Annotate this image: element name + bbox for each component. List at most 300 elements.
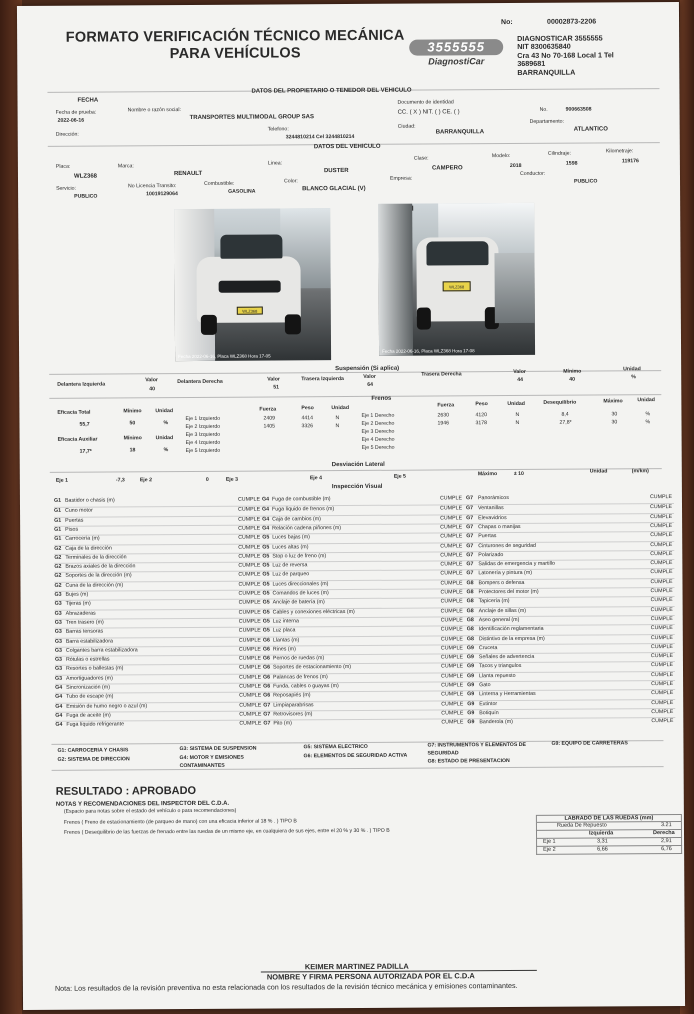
item-result: CUMPLE (238, 581, 261, 588)
item-label: Amortiguadores (m) (66, 675, 113, 682)
item-result: CUMPLE (650, 588, 673, 595)
item-result: CUMPLE (650, 643, 673, 650)
placa-label: Placa: (55, 163, 71, 170)
divider (52, 766, 664, 771)
page-title-line1: FORMATO VERIFICACIÓN TÉCNICO MECÁNICA (65, 27, 405, 46)
group-code: G3 (54, 638, 62, 645)
desviacion-title: Desviación Lateral (331, 461, 385, 469)
peso-label: Peso (475, 401, 488, 408)
signature-caption: NOMBRE Y FIRMA PERSONA AUTORIZADA POR EL C.D.A (266, 971, 475, 982)
item-label: Palancas de frenos (m) (273, 673, 328, 681)
item-label: Carrocería (m) (65, 535, 100, 542)
item-result: CUMPLE (237, 496, 261, 503)
efic-unit-label: Unidad (155, 435, 174, 442)
item-result: CUMPLE (440, 654, 464, 661)
left-axes-list (185, 415, 340, 455)
item-result: CUMPLE (238, 544, 261, 551)
group-code: G1 (54, 508, 62, 515)
group-code: G1 (54, 535, 62, 543)
item-result: CUMPLE (238, 571, 261, 579)
group-code: G7 (466, 542, 474, 549)
item-result: CUMPLE (239, 711, 262, 718)
item-label: Bujes (m) (65, 591, 89, 598)
fuerza-label: Fuerza (437, 402, 455, 409)
group-code: G8 (466, 617, 474, 624)
placa: WLZ368 (73, 173, 98, 180)
item-result: CUMPLE (440, 552, 463, 559)
group-code: G4 (262, 516, 270, 523)
notes-subtitle: (Espacio para notas sobre el estado del vehículo o para recomendaciones) (63, 807, 237, 815)
item-label: Gato (479, 682, 491, 689)
item-label: Retrovisores (m) (273, 711, 313, 718)
susp-del-der: 51 (273, 384, 280, 391)
desv-eje1-label: Eje 1 (55, 477, 68, 484)
color-label: Color: (283, 178, 298, 185)
conductor-label: Conductor: (519, 170, 546, 177)
kilometraje: 119176 (621, 158, 639, 165)
group-code: G8 (466, 607, 474, 614)
company-city: BARRANQUILLA (517, 67, 576, 77)
item-label: Puertas (478, 533, 497, 540)
item-label: Chapas o manijas (478, 523, 521, 531)
group-code: G8 (466, 589, 474, 596)
wheel-spare-row: Rueda De Repuesto 3.21 (536, 822, 682, 831)
cilindraje-label: Cilindraje: (547, 150, 571, 157)
group-code: G4 (55, 703, 63, 710)
notes-title: NOTAS Y RECOMENDACIONES DEL INSPECTOR DEL C.D.A. (55, 800, 230, 808)
item-result: CUMPLE (650, 513, 673, 520)
item-result: CUMPLE (650, 522, 673, 530)
group-code: G3 (54, 610, 62, 617)
item-label: Distintivo de la empresa (m) (478, 635, 545, 642)
desv-max: ± 10 (513, 470, 524, 478)
susp-min-label: Mínimo (563, 368, 582, 375)
group-code: G9 (467, 710, 475, 717)
item-label: Elevavidrios (478, 514, 507, 521)
item-result: CUMPLE (238, 627, 261, 634)
axle-right-5: Eje 5 Derecho (361, 444, 395, 451)
note-1: Frenos ( Freno de estacionamiento (de parqueo de mano) con una eficacia inferior al 18 % . ) TIPO B (63, 818, 297, 826)
unidad-label: Unidad (637, 397, 655, 404)
item-label: Cables y conexiones eléctricas (m) (272, 608, 355, 616)
item-label: Reposapiés (m) (273, 692, 311, 699)
legend-g3: G3: SISTEMA DE SUSPENSION (179, 745, 257, 753)
licencia: 10019129064 (146, 191, 178, 198)
item-result: CUMPLE (650, 550, 673, 557)
susp-tra-der-label: Trasera Derecha (421, 371, 462, 378)
item-result: CUMPLE (440, 542, 463, 549)
group-code: G8 (466, 579, 474, 586)
item-result: CUMPLE (440, 635, 463, 642)
company-logo (409, 39, 503, 70)
item-label: Anclaje de batería (m) (272, 599, 325, 606)
efic-min-label: Mínimo (123, 408, 142, 415)
group-code: G9 (466, 645, 474, 652)
document-number-label: No: (501, 19, 513, 27)
item-label: Extintor (479, 700, 498, 707)
combustible: GASOLINA (228, 188, 256, 195)
axle-left-3: Eje 3 Izquierdo (185, 431, 221, 439)
item-result: CUMPLE (650, 560, 673, 567)
conductor: PUBLICO (574, 178, 598, 185)
servicio-label: Servicio: (56, 185, 76, 192)
item-label: Cinturones de seguridad (478, 542, 536, 549)
group-code: G7 (466, 524, 474, 531)
item-label: Tren trasero (m) (65, 619, 104, 626)
item-result: CUMPLE (238, 655, 262, 662)
group-code: G7 (263, 711, 271, 718)
group-code: G4 (262, 525, 270, 532)
fecha-prueba: 2022-06-16 (57, 117, 85, 124)
doc-no: 900663508 (565, 106, 592, 113)
legend-g9: G9: EQUIPO DE CARRETERAS (551, 740, 628, 747)
company-nit: NIT 8300635840 (517, 42, 571, 52)
group-code: G7 (465, 495, 474, 502)
departamento-label: Departamento: (529, 118, 565, 125)
efic-total-unit: % (163, 420, 169, 427)
desv-eje2: 0 (205, 476, 209, 483)
telefono: 3244810214 Cel 3244810214 (285, 133, 355, 141)
item-label: Cruceta (478, 644, 498, 652)
group-code: G2 (54, 582, 62, 589)
efic-aux-unit: % (163, 447, 169, 454)
right-axes-list (361, 411, 651, 452)
fecha-label: FECHA (77, 97, 99, 104)
item-label: Caja de cambios (m) (272, 515, 321, 523)
item-label: Pernos de ruedas (m) (272, 655, 325, 662)
item-result: CUMPLE (651, 671, 674, 678)
group-code: G6 (263, 674, 271, 681)
efic-aux-min: 18 (129, 447, 136, 454)
group-code: G6 (262, 655, 271, 662)
wheel-table-title: LABRADO DE LAS RUEDAS (mm) (536, 814, 682, 823)
item-result: CUMPLE (650, 653, 674, 660)
desv-eje5-label: Eje 5 (393, 473, 406, 480)
modelo-label: Modelo: (491, 153, 511, 160)
item-label: Soportes de estacionamiento (m) (272, 664, 352, 671)
item-label: Tijeras (m) (65, 600, 91, 608)
linea-label: Linea: (267, 160, 283, 167)
item-result: CUMPLE (441, 691, 464, 698)
item-label: Latonería y pintura (m) (478, 570, 533, 577)
legend-g8: G8: ESTADO DE PRESENTACION (427, 758, 510, 765)
item-label: Emisión de humo negro o azul (m) (66, 702, 148, 710)
item-result: CUMPLE (238, 609, 261, 616)
group-code: G5 (262, 609, 270, 616)
item-label: Barras tensoras (65, 628, 104, 635)
axle-right-3: Eje 3 Derecho (361, 428, 395, 435)
group-code: G9 (467, 691, 475, 698)
item-label: Protectores del motor (m) (478, 588, 539, 596)
item-result: CUMPLE (439, 495, 463, 502)
item-label: Panorámicos (477, 495, 509, 502)
group-code: G9 (467, 672, 475, 679)
group-code: G2 (54, 545, 62, 552)
empresa-label: Empresa: (389, 175, 413, 182)
axle-left-1: Eje 1 Izquierdo 2409 4414 N (185, 415, 340, 423)
telefono-label: Telefono: (267, 126, 289, 133)
page-title-line2: PARA VEHÍCULOS (169, 45, 301, 63)
page-title (59, 28, 411, 64)
item-result: CUMPLE (441, 682, 464, 689)
group-code: G3 (54, 601, 62, 608)
modelo: 2018 (509, 162, 522, 170)
item-label: Luz de parqueo (272, 571, 310, 578)
wheel-row-eje1: Eje 1 3,31 2,91 (536, 838, 682, 847)
wheel (201, 315, 217, 335)
cilindraje: 1598 (565, 160, 578, 167)
legend-g1: G1: CARROCERIA Y CHASIS (57, 747, 129, 754)
desv-unit-label: Unidad (589, 468, 608, 475)
desv-eje4-label: Eje 4 (309, 475, 322, 482)
item-result: CUMPLE (440, 505, 463, 512)
document-number: 00002873-2206 (547, 18, 597, 26)
wheel (285, 314, 301, 334)
group-code: G7 (466, 561, 474, 568)
item-result: CUMPLE (238, 618, 261, 625)
marca-label: Marca: (117, 163, 134, 170)
group-code: G4 (55, 712, 63, 719)
group-code: G3 (54, 666, 63, 673)
efic-total-min: 50 (129, 420, 136, 427)
photo-caption: Fecha 2022-06-16, Placa WLZ368 Hora 17-05 (178, 353, 271, 360)
group-code: G6 (263, 692, 271, 699)
legend-g4: G4: MOTOR Y EMISIONES CONTAMINANTES (179, 754, 244, 769)
item-label: Identificación reglamentaria (478, 626, 544, 633)
item-result: CUMPLE (239, 692, 262, 699)
item-result: CUMPLE (651, 708, 674, 716)
license-plate: WLZ368 (237, 307, 263, 315)
maximo-label: Máximo (603, 398, 623, 405)
owner-name: TRANSPORTES MULTIMODAL GROUP SAS (189, 114, 314, 121)
item-label: Salidas de emergencia y martillo (478, 560, 555, 568)
group-code: G3 (54, 619, 62, 626)
group-code: G1 (53, 497, 62, 504)
item-label: Fuga líquido refrigerante (66, 721, 125, 728)
combustible-label: Combustible: (204, 180, 235, 187)
efic-unit-label: Unidad (155, 408, 174, 415)
item-result: CUMPLE (239, 720, 262, 727)
ciudad-label: Ciudad: (397, 123, 416, 130)
axle-right-1: Eje 1 Derecho 2630 4120 N 8,4 30 % (361, 411, 651, 419)
group-code: G3 (54, 647, 62, 654)
efic-min-label: Mínimo (123, 435, 142, 442)
item-result: CUMPLE (441, 673, 464, 680)
item-result: CUMPLE (440, 570, 463, 577)
group-code: G9 (467, 682, 475, 689)
divider (49, 394, 661, 399)
item-result: CUMPLE (440, 580, 463, 587)
vehicle-photo-front (174, 208, 331, 361)
susp-valor-label: Valor (363, 373, 376, 380)
item-result: CUMPLE (650, 606, 673, 613)
frenos-title: Frenos (371, 395, 392, 402)
item-label: Soportes de la dirección (m) (65, 572, 132, 580)
susp-valor-label: Valor (267, 376, 280, 383)
clase-label: Clase: (413, 155, 429, 162)
fuerza-label: Fuerza (259, 406, 277, 413)
item-label: Barra estabilizadora (65, 637, 113, 645)
group-code: G2 (54, 563, 62, 570)
company-info (517, 34, 614, 77)
group-code: G5 (262, 581, 270, 588)
group-code: G2 (54, 573, 62, 580)
item-label: Luces bajas (m) (272, 534, 310, 541)
owner-section-title: DATOS DEL PROPIETARIO O TENEDOR DEL VEHICULO (251, 87, 412, 95)
item-result: CUMPLE (650, 634, 673, 641)
item-label: Tubo de escape (m) (66, 693, 114, 701)
group-code: G4 (261, 496, 270, 503)
item-result: CUMPLE (651, 699, 674, 706)
license-plate: WLZ368 (443, 281, 471, 291)
doc-label: Documento de identidad (397, 99, 454, 106)
group-code: G8 (466, 626, 474, 633)
roadside (494, 253, 534, 323)
nombre-label: Nombre o razón social: (127, 107, 181, 114)
item-result: CUMPLE (239, 674, 262, 681)
doc-no-label: No. (539, 106, 548, 113)
fecha-prueba-label: Fecha de prueba: (55, 109, 97, 116)
item-result: CUMPLE (440, 561, 463, 568)
item-result: CUMPLE (238, 599, 261, 606)
item-label: Linterna y Herramientas (479, 691, 536, 698)
group-code: G1 (54, 517, 62, 524)
company-name: DIAGNOSTICAR 3555555 (517, 33, 603, 43)
axle-right-4: Eje 4 Derecho (361, 436, 395, 443)
efic-aux: 17,7* (79, 448, 92, 455)
desv-eje1: -7,3 (115, 477, 125, 484)
group-code: G9 (467, 700, 475, 707)
group-code: G7 (466, 552, 474, 559)
group-code: G4 (55, 684, 63, 691)
inspector-name: KEIMER MARTINEZ PADILLA (304, 961, 409, 972)
item-label: Luz placa (272, 627, 296, 634)
item-result: CUMPLE (238, 506, 261, 513)
group-code: G8 (466, 598, 474, 605)
item-label: Llantas (m) (272, 636, 300, 643)
item-result: CUMPLE (441, 700, 464, 708)
item-result: CUMPLE (238, 516, 261, 523)
susp-del-izq-label: Delantera Izquierda (57, 381, 106, 388)
item-result: CUMPLE (440, 607, 463, 615)
logo-phone-text: 3555555 (409, 39, 503, 56)
item-label: Fuga líquido de frenos (m) (272, 506, 335, 513)
item-result: CUMPLE (650, 615, 673, 623)
desv-eje3-label: Eje 3 (225, 476, 238, 483)
item-result: CUMPLE (239, 683, 262, 690)
item-label: Rines (m) (272, 646, 296, 653)
item-result: CUMPLE (239, 702, 262, 709)
item-label: Caja de la dirección (65, 544, 112, 552)
color: BLANCO GLACIAL (V) (302, 185, 366, 193)
desv-eje2-label: Eje 2 (139, 477, 152, 484)
item-result: CUMPLE (649, 504, 673, 511)
item-result: CUMPLE (440, 617, 463, 624)
efic-aux-label: Eficacia Auxiliar (57, 436, 98, 443)
vehicle-section-title: DATOS DEL VEHICULO (313, 143, 381, 151)
susp-tra-der: 44 (517, 376, 524, 383)
item-label: Cuna de la dirección (m) (65, 582, 124, 589)
garage-wall (378, 204, 413, 356)
group-code: G4 (55, 694, 63, 701)
item-label: Ventanillas (477, 505, 504, 512)
item-label: Abrazaderas (65, 610, 96, 617)
item-result: CUMPLE (650, 532, 673, 539)
item-result: CUMPLE (238, 553, 261, 560)
susp-valor-label: Valor (145, 377, 158, 384)
servicio: PUBLICO (74, 193, 98, 200)
legend-g6: G6: ELEMENTOS DE SEGURIDAD ACTIVA (303, 752, 408, 760)
group-code: G4 (55, 721, 63, 728)
susp-del-der-label: Delantera Derecha (177, 378, 223, 386)
item-label: Botiquín (479, 709, 499, 717)
axle-right-2: Eje 2 Derecho 1946 3178 N 27,8* 30 % (361, 419, 651, 427)
item-label: Brazos axiales de la dirección (65, 563, 136, 570)
legend-g7: G7: INSTRUMENTOS Y ELEMENTOS DE SEGURIDAD (427, 741, 526, 757)
group-code: G9 (466, 654, 475, 661)
legend-g2: G2: SISTEMA DE DIRECCION (57, 756, 130, 763)
item-result: CUMPLE (440, 598, 463, 605)
group-code: G8 (466, 635, 474, 642)
group-code: G6 (262, 646, 270, 653)
group-code: G5 (262, 571, 270, 578)
item-label: Bastidor o chasis (m) (64, 497, 115, 504)
group-code: G7 (466, 570, 474, 577)
item-result: CUMPLE (651, 718, 674, 725)
group-code: G5 (262, 618, 270, 625)
item-result: CUMPLE (440, 533, 463, 540)
desequilibrio-label: Desequilibrio (543, 399, 577, 406)
item-label: Luz de reversa (272, 562, 308, 569)
axle-left-5: Eje 5 Izquierdo (185, 447, 221, 455)
susp-tra-izq-label: Trasera Izquierda (301, 376, 344, 383)
group-code: G5 (262, 534, 270, 541)
item-result: CUMPLE (650, 662, 674, 669)
divider (50, 468, 662, 473)
susp-unit: % (631, 374, 636, 381)
item-label: Polarizado (478, 551, 504, 559)
item-label: Stop o luz de freno (m) (272, 552, 327, 560)
item-result: CUMPLE (238, 664, 262, 672)
wheel (417, 308, 431, 330)
item-result: CUMPLE (441, 710, 464, 717)
item-result: CUMPLE (649, 494, 673, 501)
group-code: G7 (466, 514, 474, 521)
group-code: G5 (262, 543, 270, 551)
item-result: CUMPLE (650, 597, 673, 604)
group-code: G6 (262, 664, 271, 671)
axle-left-4: Eje 4 Izquierdo (185, 439, 221, 447)
direccion-label: Dirección: (55, 131, 79, 138)
item-result: CUMPLE (440, 645, 463, 652)
item-label: Cuno motor (65, 507, 93, 515)
susp-unit-label: Unidad (623, 366, 641, 373)
item-label: Terminales de la dirección (65, 554, 127, 561)
item-result: CUMPLE (651, 690, 674, 697)
item-label: Colgantes barra estabilizadora (65, 647, 138, 654)
group-code: G7 (263, 720, 271, 727)
marca: RENAULT (173, 170, 203, 178)
front-grille (219, 280, 281, 292)
item-label: Pisos (65, 526, 79, 533)
group-code: G7 (466, 533, 474, 540)
item-label: Sincronización (m) (66, 684, 110, 691)
item-result: CUMPLE (650, 625, 673, 632)
efic-total-label: Eficacia Total (57, 409, 91, 416)
rear-window (426, 241, 488, 265)
susp-tra-izq: 64 (367, 381, 374, 388)
item-result: CUMPLE (238, 562, 261, 569)
